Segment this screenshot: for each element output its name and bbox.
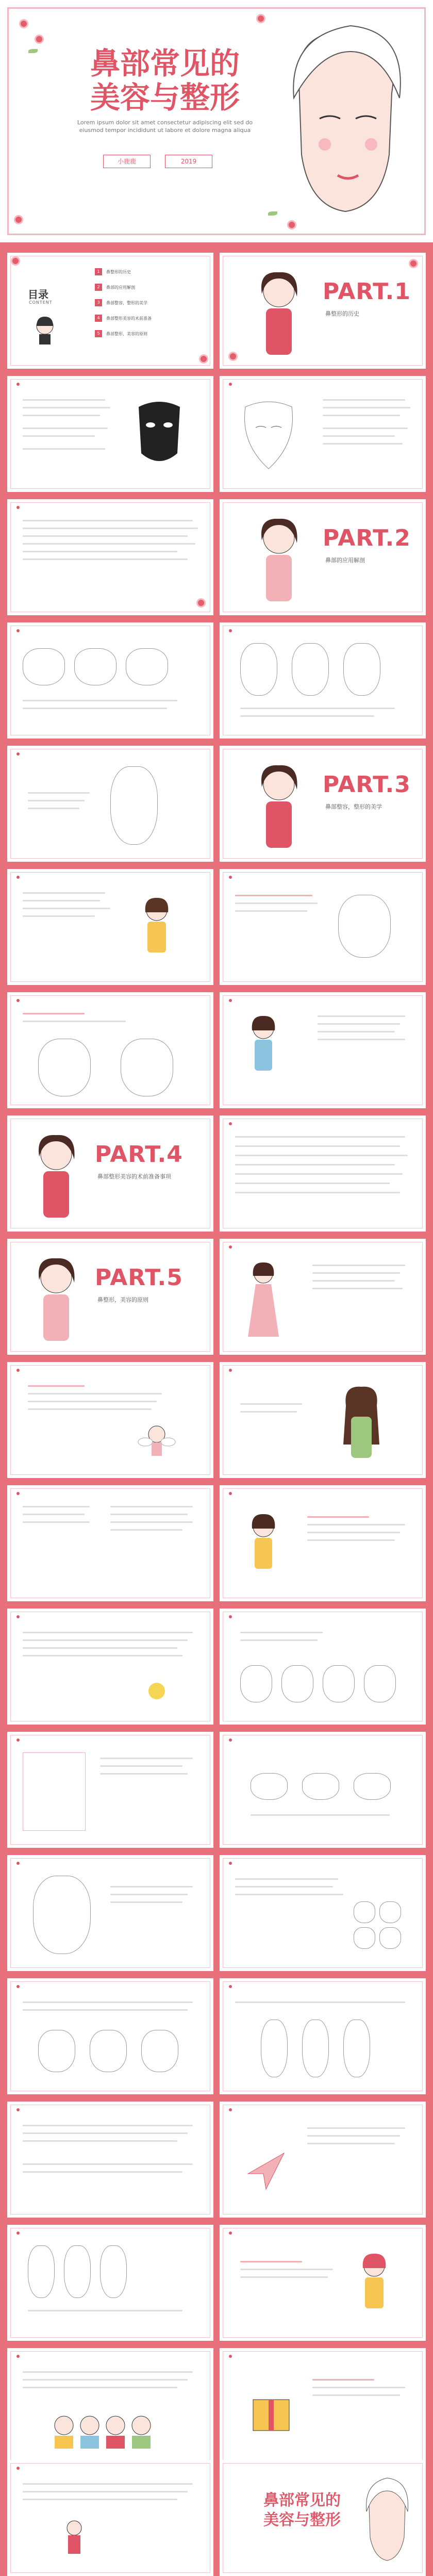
nose-anatomy-icon <box>343 643 380 696</box>
text-line <box>23 1013 85 1014</box>
text-line <box>318 1015 405 1017</box>
text-line <box>28 1385 85 1387</box>
text-line <box>23 559 188 560</box>
girl-sitting-icon <box>240 1013 287 1090</box>
text-line <box>23 1514 85 1515</box>
slide-header-icon <box>229 1122 234 1126</box>
slide-header-icon <box>16 875 21 879</box>
slide-content <box>220 1485 426 1601</box>
text-line <box>251 1814 390 1816</box>
text-line <box>23 2491 188 2492</box>
nose-shape-icon <box>323 1665 355 1702</box>
text-line <box>240 2269 333 2270</box>
slide-content <box>220 2102 426 2218</box>
cover-title-line2: 美容与整形 <box>90 80 240 115</box>
text-line <box>235 910 307 912</box>
text-line <box>240 2261 302 2262</box>
text-line <box>110 1529 182 1531</box>
text-line <box>23 1021 126 1022</box>
cartoon-girl-icon <box>251 515 307 608</box>
face-mini-icon <box>354 1927 375 1949</box>
slide-content <box>7 499 213 615</box>
toc-number: 4 <box>95 315 102 322</box>
nose-sketch-icon <box>126 648 168 685</box>
text-line <box>23 1647 177 1649</box>
slide-frame <box>10 1612 210 1721</box>
flower-icon <box>258 15 264 22</box>
slide-content <box>220 1239 426 1355</box>
slide-content <box>220 622 426 739</box>
text-line <box>240 715 374 717</box>
slide-content <box>7 2348 213 2464</box>
text-line <box>23 2001 193 2003</box>
text-line <box>235 1894 343 1895</box>
slide-header-icon <box>229 382 234 386</box>
profile-sketch-icon <box>121 1039 173 1096</box>
nose-large-sketch-icon <box>33 1876 91 1954</box>
text-line <box>240 708 395 709</box>
girl-illustration-icon <box>359 2475 415 2563</box>
flower-icon <box>410 260 417 267</box>
implant-sketch-icon <box>100 2245 127 2298</box>
cartoon-girl-icon <box>251 761 307 854</box>
face-mini-icon <box>379 1901 401 1923</box>
slide-content <box>220 1978 426 2094</box>
end-title-line2: 美容与整形 <box>263 2511 341 2529</box>
slide-header-icon <box>229 2231 234 2235</box>
toc-item-1[interactable]: 鼻整形的历史 <box>106 270 131 274</box>
slide-header-icon <box>229 1245 234 1249</box>
slide-content <box>7 1362 213 1478</box>
text-line <box>100 1773 188 1775</box>
toc-number: 3 <box>95 299 102 306</box>
cover-title-line1: 鼻部常见的 <box>90 46 240 81</box>
text-line <box>23 915 95 917</box>
nose-anatomy-icon <box>240 643 277 696</box>
cartoon-girl-icon <box>28 1254 85 1347</box>
part-label: PART.5 <box>95 1265 183 1291</box>
text-line <box>235 1878 338 1880</box>
text-line <box>23 892 105 894</box>
slide-part4 <box>7 1115 213 1232</box>
text-line <box>307 1532 400 1533</box>
part-label: PART.1 <box>323 278 411 305</box>
text-line <box>307 2127 405 2129</box>
text-line <box>110 1514 188 1515</box>
slide-content <box>7 746 213 862</box>
face-sketch-icon <box>235 397 302 474</box>
cover-slide <box>0 0 433 242</box>
flower-icon <box>15 217 22 223</box>
toc-item-2[interactable]: 鼻部的应用解剖 <box>106 285 135 290</box>
slide-content <box>220 1115 426 1232</box>
girl-icon <box>59 2517 90 2558</box>
text-line <box>23 908 110 909</box>
text-line <box>23 1639 188 1641</box>
paper-plane-icon <box>245 2143 287 2194</box>
slide-header-icon <box>16 2231 21 2235</box>
nose-anatomy-icon <box>292 643 329 696</box>
slide-content <box>7 992 213 1108</box>
slide-header-icon <box>16 1368 21 1372</box>
text-line <box>235 2001 405 2003</box>
slide-header-icon <box>229 1984 234 1989</box>
slide-content <box>7 1732 213 1848</box>
girl-long-hair-icon <box>333 1383 390 1465</box>
text-line <box>312 1280 395 1282</box>
slide-header-icon <box>16 752 21 756</box>
slide-frame <box>10 2105 210 2214</box>
nose-sketch-icon <box>38 2030 75 2072</box>
leaf-icon <box>268 211 277 216</box>
nose-shape-icon <box>240 1665 272 1702</box>
slide-content <box>220 992 426 1108</box>
children-group-icon <box>48 2410 172 2451</box>
text-line <box>28 808 79 809</box>
text-line <box>28 1401 157 1402</box>
text-line <box>323 435 395 437</box>
cover-title <box>77 46 253 114</box>
nose-shape-icon <box>364 1665 396 1702</box>
text-line <box>323 415 400 416</box>
text-line <box>23 435 95 437</box>
slide-header-icon <box>16 1615 21 1619</box>
slide-content <box>7 869 213 985</box>
profile-sketch-icon <box>110 766 158 845</box>
text-line <box>23 448 105 450</box>
slide-header-icon <box>229 1861 234 1865</box>
text-line <box>23 2009 188 2011</box>
gift-box-icon <box>245 2379 297 2441</box>
slide-header-icon <box>16 505 21 510</box>
cover-tag-author: 小鹿鹿 <box>103 155 151 168</box>
eye-sketch-icon <box>251 1773 288 1800</box>
part-label: PART.3 <box>323 772 411 798</box>
girl-mirror-icon <box>354 2251 395 2323</box>
slide-frame <box>10 502 210 612</box>
text-line <box>235 895 312 896</box>
text-line <box>28 1408 152 1410</box>
text-line <box>23 2171 182 2173</box>
slide-part3 <box>220 746 426 862</box>
text-line <box>318 1039 405 1040</box>
slide-header-icon <box>16 998 21 1003</box>
text-line <box>23 2499 177 2500</box>
slide-part2 <box>220 499 426 615</box>
slide-frame <box>10 1488 210 1598</box>
slide-content <box>7 376 213 492</box>
text-line <box>235 1145 400 1147</box>
text-line <box>28 792 90 794</box>
text-line <box>307 1539 395 1541</box>
slide-frame <box>10 2463 210 2573</box>
face-side-sketch-icon <box>338 895 391 958</box>
text-line <box>312 1272 400 1274</box>
text-line <box>28 1393 162 1394</box>
slide-header-icon <box>16 2354 21 2358</box>
text-line <box>235 1192 400 1193</box>
slide-header-icon <box>229 1738 234 1742</box>
end-title <box>251 2491 354 2530</box>
nose-sketch-icon <box>90 2030 127 2072</box>
part-label: PART.4 <box>95 1141 183 1168</box>
text-line <box>23 2132 188 2134</box>
slide-content <box>7 622 213 739</box>
cover-subtitle: Lorem ipsum dolor sit amet consectetur adipiscing elit sed do eiusmod tempor incididunt ut labore et dolore magna aliqua <box>77 119 253 134</box>
slide-part5 <box>7 1239 213 1355</box>
text-line <box>235 1155 408 1156</box>
leaf-icon <box>28 49 38 53</box>
text-line <box>312 1288 403 1289</box>
text-line <box>100 1765 182 1767</box>
slide-content <box>220 2348 426 2464</box>
slide-content <box>7 1855 213 1971</box>
slide-header-icon <box>229 875 234 879</box>
nose-shape-icon <box>281 1665 313 1702</box>
part-subtitle: 鼻整形，美容的原则 <box>97 1297 148 1303</box>
slide-header-icon <box>16 1491 21 1496</box>
text-line <box>323 399 405 401</box>
eye-sketch-icon <box>354 1773 391 1800</box>
text-line <box>23 1521 90 1523</box>
text-line <box>240 1632 323 1633</box>
text-line <box>23 528 198 529</box>
nose-sketch-icon <box>141 2030 178 2072</box>
toc-number: 2 <box>95 284 102 291</box>
text-line <box>235 1136 405 1138</box>
girl-phone-icon <box>136 895 177 962</box>
text-line <box>23 2371 193 2373</box>
slide-content <box>7 2460 213 2576</box>
text-line <box>23 2379 188 2381</box>
nose-sketch-icon <box>23 648 65 685</box>
text-line <box>23 520 193 521</box>
text-line <box>23 708 167 709</box>
slide-content <box>220 1362 426 1478</box>
slide-frame <box>10 1365 210 1475</box>
cover-tag-year: 2019 <box>165 155 212 168</box>
slide-header-icon <box>229 998 234 1003</box>
slide-header-icon <box>229 1368 234 1372</box>
text-line <box>23 2483 193 2485</box>
part-subtitle: 鼻部整形美容的术前准备事项 <box>97 1173 171 1180</box>
flower-icon <box>289 222 295 228</box>
toc-item-4[interactable]: 鼻部整形美容的术前准备 <box>106 316 152 321</box>
slide-content <box>7 1978 213 2094</box>
face-mini-icon <box>379 1927 401 1949</box>
nose-cartilage-icon <box>261 2020 288 2077</box>
mini-girl-icon <box>32 315 58 346</box>
slide-content <box>220 1609 426 1725</box>
text-line <box>318 1023 400 1025</box>
slide-frame <box>10 872 210 982</box>
slide-header-icon <box>229 1615 234 1619</box>
toc-subtitle: CONTENT <box>29 300 53 305</box>
text-line <box>318 1031 395 1032</box>
text-line <box>240 1403 302 1405</box>
text-line <box>23 2163 193 2165</box>
text-line <box>240 1411 297 1413</box>
slide-header-icon <box>16 1861 21 1865</box>
slide-header-icon <box>229 1491 234 1496</box>
implant-sketch-icon <box>28 2245 55 2298</box>
text-line <box>23 1632 193 1633</box>
flower-icon <box>230 353 236 359</box>
girl-dress-icon <box>240 1259 287 1342</box>
part-subtitle: 鼻部的应用解剖 <box>325 557 365 564</box>
text-line <box>23 428 108 429</box>
profile-sketch-icon <box>38 1039 91 1096</box>
flower-icon <box>201 356 207 362</box>
slide-header-icon <box>16 2108 21 2112</box>
text-line <box>28 2310 182 2311</box>
slide-content <box>7 2225 213 2341</box>
text-line <box>23 535 188 537</box>
diagram-box <box>23 1752 86 1831</box>
text-line <box>235 1886 333 1888</box>
slide-content <box>7 2102 213 2218</box>
text-line <box>240 2276 328 2278</box>
text-line <box>312 2387 405 2388</box>
slide-header-icon <box>16 629 21 633</box>
text-line <box>23 415 100 416</box>
eye-sketch-icon <box>302 1773 339 1800</box>
text-line <box>23 543 195 545</box>
flower-icon <box>198 600 204 606</box>
text-line <box>323 443 403 445</box>
toc-number: 5 <box>95 330 102 337</box>
text-line <box>23 2125 193 2126</box>
slide-part1 <box>220 253 426 369</box>
text-line <box>23 1655 182 1656</box>
slide-content <box>220 2225 426 2341</box>
nose-cartilage-icon <box>343 2020 370 2077</box>
text-line <box>110 1521 193 1523</box>
nose-cartilage-icon <box>302 2020 329 2077</box>
toc-number: 1 <box>95 268 102 275</box>
text-line <box>235 903 318 904</box>
slide-header-icon <box>229 2108 234 2112</box>
text-line <box>323 407 410 408</box>
toc-item-3[interactable]: 鼻部整容，整形的美学 <box>106 301 147 305</box>
implant-sketch-icon <box>64 2245 91 2298</box>
part-subtitle: 鼻整形的历史 <box>325 310 359 317</box>
slide-header-icon <box>229 629 234 633</box>
slide-header-icon <box>16 382 21 386</box>
text-line <box>23 900 100 901</box>
text-line <box>307 1516 369 1518</box>
slide-header-icon <box>229 2354 234 2358</box>
text-line <box>240 1639 318 1641</box>
toc-title: 目录 <box>28 288 48 301</box>
flower-icon <box>36 36 42 42</box>
text-line <box>110 1886 193 1888</box>
text-line <box>23 2387 177 2388</box>
slide-content <box>220 869 426 985</box>
slide-header-icon <box>16 1738 21 1742</box>
slide-content <box>220 376 426 492</box>
text-line <box>312 2394 400 2396</box>
end-title-line1: 鼻部常见的 <box>263 2491 341 2509</box>
text-line <box>28 800 85 801</box>
text-line <box>312 2379 374 2381</box>
text-line <box>323 428 408 429</box>
text-line <box>307 2135 400 2137</box>
text-line <box>307 2143 395 2144</box>
flower-icon <box>12 258 19 264</box>
angel-icon <box>136 1419 177 1460</box>
slide-content <box>220 1732 426 1848</box>
girl-icon <box>240 1511 287 1583</box>
text-line <box>100 1758 193 1759</box>
toc-item-5[interactable]: 鼻部整形，美容的原则 <box>106 332 147 336</box>
slide-content <box>7 1609 213 1725</box>
text-line <box>23 2140 177 2142</box>
part-subtitle: 鼻部整容，整形的美学 <box>325 803 382 810</box>
face-mini-icon <box>354 1901 375 1923</box>
slide-end <box>220 2460 426 2576</box>
text-line <box>110 1506 193 1507</box>
text-line <box>307 1524 405 1525</box>
slide-toc <box>7 253 213 369</box>
nose-sketch-icon <box>74 648 116 685</box>
cartoon-girl-icon <box>28 1131 85 1224</box>
emoji-icon <box>146 1681 167 1701</box>
text-line <box>235 1173 403 1175</box>
girl-illustration-icon <box>278 21 412 217</box>
text-line <box>23 700 177 701</box>
slide-content <box>220 1855 426 1971</box>
text-line <box>23 551 177 552</box>
text-line <box>110 1894 188 1895</box>
mask-face-icon <box>131 397 188 469</box>
slide-header-icon <box>16 2466 21 2470</box>
slide-header-icon <box>16 1984 21 1989</box>
flower-icon <box>21 21 27 27</box>
text-line <box>23 1506 90 1507</box>
text-line <box>235 1164 395 1166</box>
slide-content <box>7 1485 213 1601</box>
text-line <box>110 1901 182 1903</box>
text-line <box>235 1183 390 1184</box>
text-line <box>23 407 110 408</box>
slide-frame <box>223 1365 423 1475</box>
text-line <box>23 399 105 401</box>
text-line <box>312 1265 405 1266</box>
cartoon-girl-icon <box>251 268 307 361</box>
part-label: PART.2 <box>323 525 411 551</box>
slide-frame <box>223 872 423 982</box>
